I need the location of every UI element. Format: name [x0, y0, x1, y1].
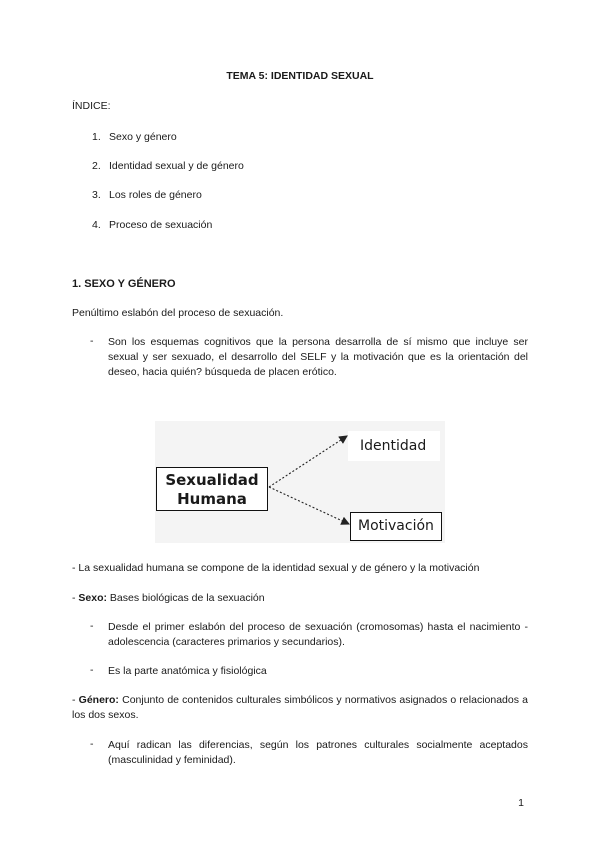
- genero-term: Género:: [78, 694, 119, 706]
- arrow-to-identidad: [269, 436, 347, 487]
- page-number: 1: [518, 797, 524, 809]
- diagram-main-box: [156, 467, 268, 511]
- sexo-term: Sexo:: [78, 592, 108, 604]
- bullet-text: Es la parte anatómica y fisiológica: [108, 665, 267, 677]
- section-heading: 1. SEXO Y GÉNERO: [72, 278, 176, 290]
- index-item-label: Sexo y género: [109, 131, 177, 143]
- index-heading: ÍNDICE:: [72, 100, 111, 112]
- intro-paragraph: Penúltimo eslabón del proceso de sexuación.: [72, 307, 284, 319]
- page-title: TEMA 5: IDENTIDAD SEXUAL: [226, 70, 374, 82]
- genero-definition: - Género: Conjunto de contenidos culturales simbólicos y normativos asignados o relacionados a los dos sexos.: [72, 694, 528, 721]
- index-item: [92, 131, 177, 143]
- sexo-definition: - Sexo: Bases biológicas de la sexuación: [72, 592, 265, 604]
- diagram-main-line1: Sexualidad: [165, 471, 259, 489]
- arrow-to-motivacion: [269, 487, 349, 524]
- diagram-identidad-box: Identidad: [348, 431, 440, 461]
- bullet-dash: -: [90, 620, 94, 632]
- index-item-number: 4.: [92, 219, 101, 231]
- index-item-label: Los roles de género: [109, 189, 202, 201]
- index-item-number: 3.: [92, 189, 101, 201]
- diagram-main-line2: Humana: [177, 490, 247, 508]
- index-item: [92, 189, 202, 201]
- index-item-label: Proceso de sexuación: [109, 219, 213, 231]
- index-item-label: Identidad sexual y de género: [109, 160, 244, 172]
- index-item-number: 2.: [92, 160, 101, 172]
- sexuality-diagram: [155, 421, 445, 543]
- index-item: [92, 219, 212, 231]
- index-item: [92, 160, 244, 172]
- index-item-number: 1.: [92, 131, 101, 143]
- bullet-dash: -: [90, 335, 94, 347]
- bullet-dash: -: [90, 664, 94, 676]
- bullet-dash: -: [90, 738, 94, 750]
- bullet-text: Aquí radican las diferencias, según los patrones culturales socialmente aceptados (masculinidad y feminidad).: [108, 739, 528, 766]
- bullet-text: Son los esquemas cognitivos que la persona desarrolla de sí mismo que incluye ser sexual y ser sexuado, el desarrollo del SELF y la motivación que es la orientación del deseo, hacia quién? búsqueda de placen erótico.: [108, 336, 528, 378]
- diagram-motivacion-box: Motivación: [350, 512, 442, 541]
- composition-paragraph: - La sexualidad humana se compone de la identidad sexual y de género y la motivación: [72, 562, 480, 574]
- bullet-text: Desde el primer eslabón del proceso de sexuación (cromosomas) hasta el nacimiento - adolescencia (caracteres primarios y secundarios).: [108, 621, 528, 648]
